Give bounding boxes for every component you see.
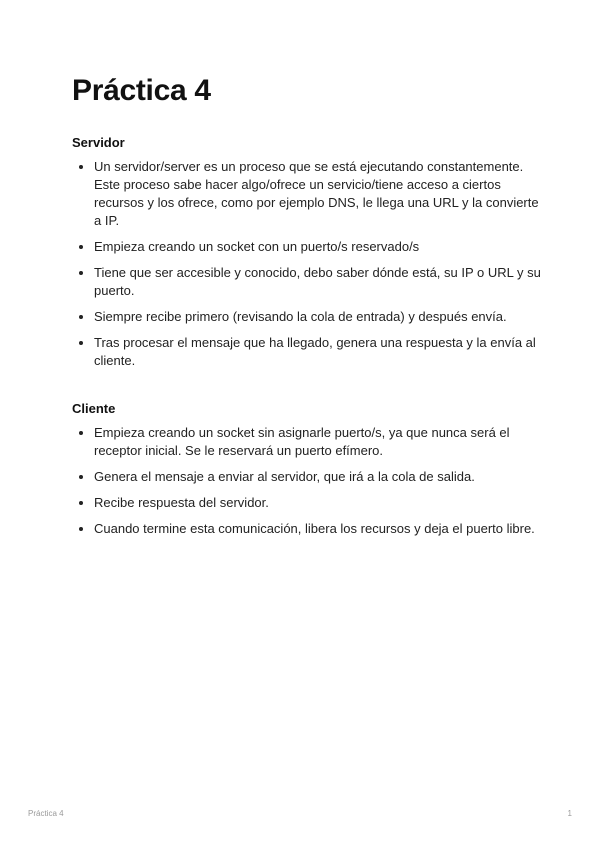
- list-item-text: Empieza creando un socket sin asignarle puerto/s, ya que nunca será el receptor inicial. Se le reservará un puerto efímero.: [94, 425, 510, 458]
- list-item: [72, 494, 542, 512]
- list-item: [72, 520, 542, 538]
- bullet-icon: [79, 315, 83, 319]
- bullet-icon: [79, 527, 83, 531]
- list-item-text: Un servidor/server es un proceso que se está ejecutando constantemente. Este proceso sabe hacer algo/ofrece un servicio/tiene acceso a ciertos recursos y los ofrece, como por ejemplo DNS, le llega una URL y la convierte a IP.: [94, 159, 539, 228]
- section-cliente: [72, 400, 542, 546]
- bullet-icon: [79, 475, 83, 479]
- list-item-text: Genera el mensaje a enviar al servidor, que irá a la cola de salida.: [94, 469, 475, 484]
- bullet-icon: [79, 245, 83, 249]
- section-heading-cliente: Cliente: [72, 401, 116, 416]
- page-title: Práctica 4: [72, 74, 211, 107]
- list-item-text: Siempre recibe primero (revisando la cola de entrada) y después envía.: [94, 309, 507, 324]
- bullet-icon: [79, 501, 83, 505]
- list-item: [72, 158, 542, 230]
- list-item-text: Tras procesar el mensaje que ha llegado, genera una respuesta y la envía al cliente.: [94, 335, 536, 368]
- list-item: [72, 424, 542, 460]
- bullet-icon: [79, 431, 83, 435]
- list-item-text: Tiene que ser accesible y conocido, debo saber dónde está, su IP o URL y su puerto.: [94, 265, 541, 298]
- bullet-icon: [79, 165, 83, 169]
- list-item: [72, 264, 542, 300]
- list-item: [72, 238, 542, 256]
- servidor-bullet-list: [72, 158, 542, 370]
- list-item: [72, 334, 542, 370]
- list-item-text: Empieza creando un socket con un puerto/s reservado/s: [94, 239, 420, 254]
- bullet-icon: [79, 271, 83, 275]
- list-item-text: Recibe respuesta del servidor.: [94, 495, 269, 510]
- list-item: [72, 468, 542, 486]
- list-item-text: Cuando termine esta comunicación, libera los recursos y deja el puerto libre.: [94, 521, 535, 536]
- cliente-bullet-list: [72, 424, 542, 538]
- list-item: [72, 308, 542, 326]
- section-servidor: [72, 134, 542, 378]
- section-heading-servidor: Servidor: [72, 135, 125, 150]
- footer-doc-name: Práctica 4: [28, 809, 64, 818]
- bullet-icon: [79, 341, 83, 345]
- footer-page-number: 1: [567, 809, 572, 818]
